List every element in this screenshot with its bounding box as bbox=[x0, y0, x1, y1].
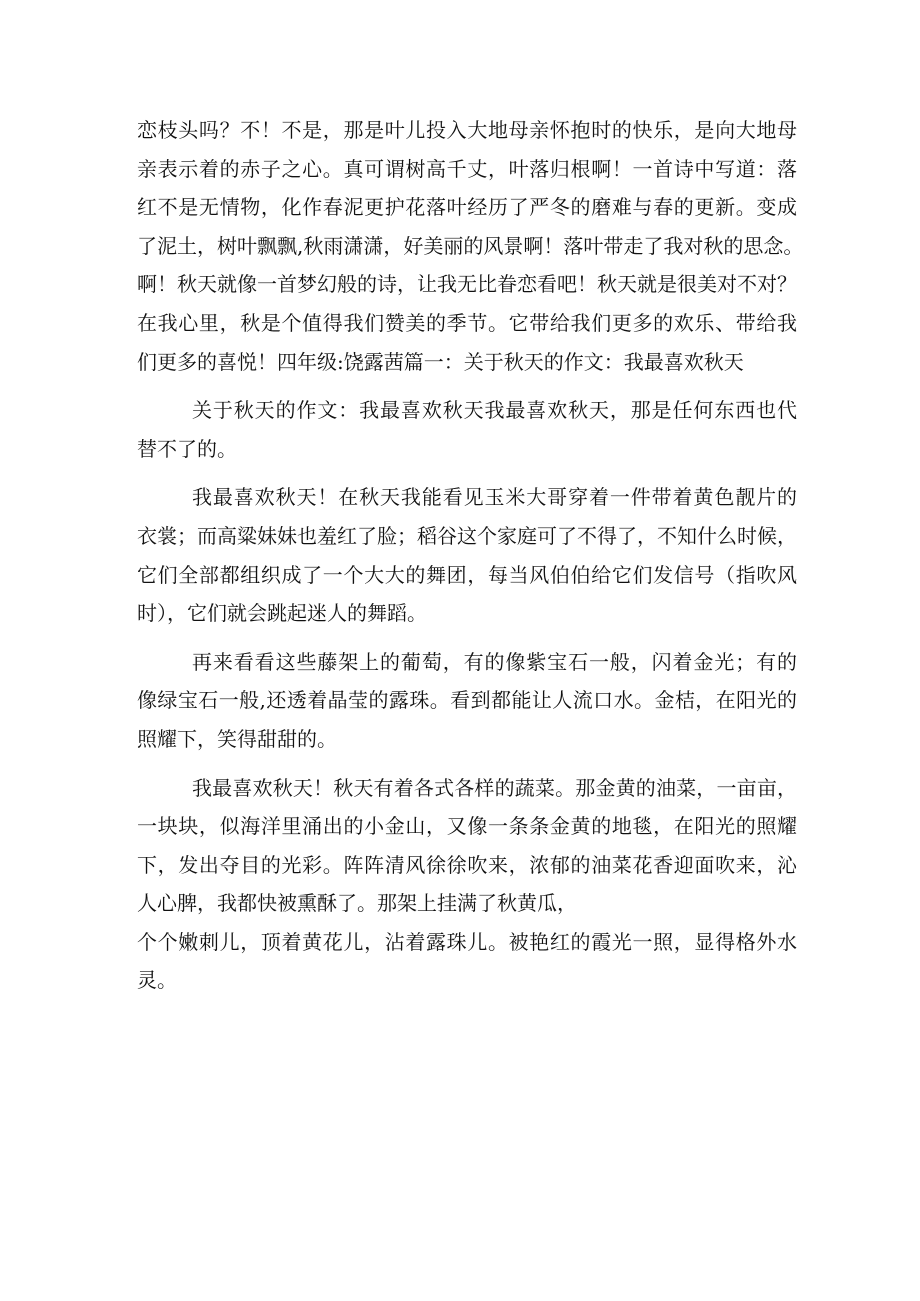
text-line: 个个嫩刺儿，顶着黄花儿，沾着露珠儿。被艳红的霞光一照，显得格外水 bbox=[137, 929, 797, 954]
paragraph-1 bbox=[137, 111, 804, 381]
text-line: 我最喜欢秋天！在秋天我能看见玉米大哥穿着一件带着黄色靓片的 bbox=[192, 485, 797, 510]
text-line: 像绿宝石一般,还透着晶莹的露珠。看到都能让人流口水。金桔，在阳光的 bbox=[137, 688, 797, 713]
text-line: 在我心里，秋是个值得我们赞美的季节。它带给我们更多的欢乐、带给我 bbox=[137, 310, 797, 335]
text-line: 它们全部都组织成了一个大大的舞团，每当风伯伯给它们发信号（指吹风 bbox=[137, 562, 797, 587]
text-line: 时），它们就会跳起迷人的舞蹈。 bbox=[137, 601, 427, 626]
text-line: 衣裳；而高粱妹妹也羞红了脸；稻谷这个家庭可了不得了，不知什么时候， bbox=[137, 523, 797, 548]
paragraph-gap bbox=[137, 633, 797, 643]
paragraph-gap bbox=[137, 381, 797, 391]
text-line: 关于秋天的作文：我最喜欢秋天我最喜欢秋天，那是任何东西也代 bbox=[192, 398, 797, 423]
paragraph-2 bbox=[137, 391, 797, 468]
text-line: 再来看看这些藤架上的葡萄，有的像紫宝石一般，闪着金光；有的 bbox=[192, 649, 797, 674]
text-line: 我最喜欢秋天！秋天有着各式各样的蔬菜。那金黄的油菜，一亩亩， bbox=[192, 775, 797, 800]
paragraph-3 bbox=[137, 478, 797, 632]
text-line: 灵。 bbox=[137, 968, 177, 993]
text-line: 了泥土，树叶飘飘,秋雨潇潇，好美丽的风景啊！落叶带走了我对秋的思念。 bbox=[137, 233, 804, 258]
text-line: 们更多的喜悦！四年级:饶露茜篇一：关于秋天的作文：我最喜欢秋天 bbox=[137, 349, 744, 374]
text-line: 下，发出夺目的光彩。阵阵清风徐徐吹来，浓郁的油菜花香迎面吹来，沁 bbox=[137, 852, 797, 877]
paragraph-gap bbox=[137, 759, 797, 769]
text-line: 照耀下，笑得甜甜的。 bbox=[137, 726, 337, 751]
text-line: 一块块，似海洋里涌出的小金山，又像一条条金黄的地毯，在阳光的照耀 bbox=[137, 814, 797, 839]
paragraph-4 bbox=[137, 643, 797, 759]
text-line: 替不了的。 bbox=[137, 436, 237, 461]
text-line: 红不是无情物，化作春泥更护花落叶经历了严冬的磨难与春的更新。变成 bbox=[137, 195, 797, 220]
text-line: 人心脾，我都快被熏酥了。那架上挂满了秋黄瓜， bbox=[137, 891, 577, 916]
text-line: 亲表示着的赤子之心。真可谓树高千丈，叶落归根啊！一首诗中写道：落 bbox=[137, 156, 797, 181]
text-line: 啊！秋天就像一首梦幻般的诗，让我无比眷恋看吧！秋天就是很美对不对？ bbox=[137, 272, 797, 297]
paragraph-gap bbox=[137, 468, 797, 478]
document-body bbox=[137, 111, 804, 1000]
paragraph-5 bbox=[137, 769, 797, 1001]
text-line: 恋枝头吗？不！不是，那是叶儿投入大地母亲怀抱时的快乐，是向大地母 bbox=[137, 118, 797, 142]
